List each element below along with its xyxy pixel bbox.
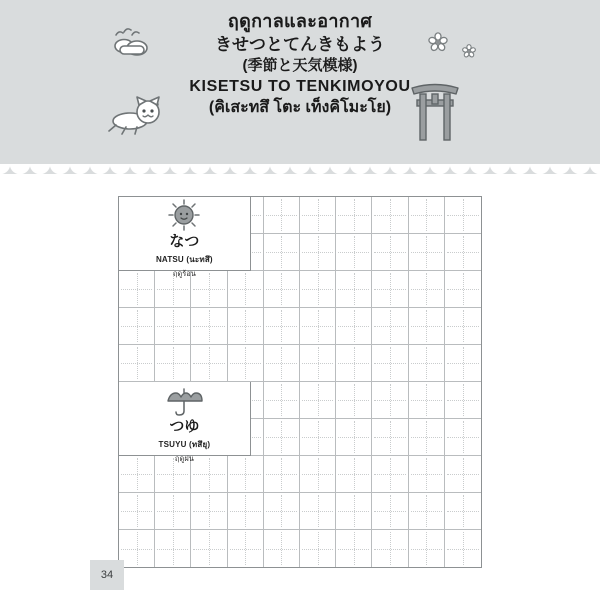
grid-cell[interactable] (300, 419, 336, 456)
grid-cell[interactable] (300, 197, 336, 234)
grid-cell[interactable] (300, 345, 336, 382)
grid-cell[interactable] (300, 382, 336, 419)
grid-cell[interactable] (445, 345, 481, 382)
grid-cell[interactable] (336, 530, 372, 567)
grid-cell[interactable] (300, 493, 336, 530)
grid-cell[interactable] (445, 271, 481, 308)
grid-cell[interactable] (264, 493, 300, 530)
grid-cell[interactable] (264, 234, 300, 271)
grid-cell[interactable] (119, 493, 155, 530)
grid-cell[interactable] (119, 530, 155, 567)
grid-cell[interactable] (119, 308, 155, 345)
grid-cell[interactable] (264, 382, 300, 419)
grid-cell[interactable] (228, 308, 264, 345)
grid-cell[interactable] (372, 271, 408, 308)
grid-cell[interactable] (155, 308, 191, 345)
grid-cell[interactable] (372, 530, 408, 567)
grid-cell[interactable] (409, 197, 445, 234)
grid-cell[interactable] (445, 456, 481, 493)
grid-cell[interactable] (409, 234, 445, 271)
grid-cell[interactable] (300, 530, 336, 567)
page-number: 34 (90, 560, 124, 590)
grid-cell[interactable] (300, 456, 336, 493)
grid-cell[interactable] (372, 345, 408, 382)
grid-cell[interactable] (336, 493, 372, 530)
grid-cell[interactable] (119, 345, 155, 382)
grid-cell[interactable] (300, 271, 336, 308)
grid-cell[interactable] (409, 308, 445, 345)
grid-cell[interactable] (155, 345, 191, 382)
grid-cell[interactable] (300, 308, 336, 345)
grid-cell[interactable] (264, 271, 300, 308)
grid-cell[interactable] (372, 382, 408, 419)
grid-cell[interactable] (372, 234, 408, 271)
vocab-thai: ฤดูฝน (174, 453, 194, 463)
umbrella-icon (119, 384, 250, 418)
header-band (0, 0, 600, 178)
grid-cell[interactable] (336, 456, 372, 493)
grid-cell[interactable] (445, 382, 481, 419)
grid-cell[interactable] (372, 456, 408, 493)
grid-cell[interactable] (155, 493, 191, 530)
grid-cell[interactable] (445, 197, 481, 234)
vocab-entry-tsuyu (119, 382, 251, 463)
grid-cell[interactable] (409, 382, 445, 419)
grid-cell[interactable] (336, 308, 372, 345)
grid-cell[interactable] (372, 419, 408, 456)
grid-cell[interactable] (300, 234, 336, 271)
grid-cell[interactable] (409, 493, 445, 530)
grid-cell[interactable] (264, 308, 300, 345)
vocab-romaji: TSUYU (ทสึยุ) (158, 439, 211, 449)
grid-cell[interactable] (409, 271, 445, 308)
title-thai-reading: (คิเสะทสึ โตะ เท็งคิโมะโย) (208, 99, 392, 117)
grid-cell[interactable] (336, 234, 372, 271)
title-kanji: (季節と天気模様) (242, 57, 358, 75)
grid-cell[interactable] (409, 530, 445, 567)
grid-cell[interactable] (191, 308, 227, 345)
grid-cell[interactable] (445, 493, 481, 530)
vocab-romaji: NATSU (นะทสึ) (155, 254, 213, 264)
vocab-entry-natsu (119, 197, 251, 278)
grid-cell[interactable] (264, 345, 300, 382)
grid-cell[interactable] (445, 234, 481, 271)
grid-cell[interactable] (336, 271, 372, 308)
grid-cell[interactable] (409, 419, 445, 456)
grid-cell[interactable] (372, 197, 408, 234)
title-romaji: KISETSU TO TENKIMOYOU (189, 77, 411, 95)
grid-cell[interactable] (191, 493, 227, 530)
grid-cell[interactable] (409, 345, 445, 382)
grid-cell[interactable] (336, 382, 372, 419)
grid-cell[interactable] (228, 345, 264, 382)
vocab-word: なつ (169, 233, 200, 250)
grid-cell[interactable] (264, 419, 300, 456)
grid-cell[interactable] (264, 530, 300, 567)
grid-cell[interactable] (372, 308, 408, 345)
writing-grid-sheet (118, 196, 482, 568)
grid-cell[interactable] (445, 530, 481, 567)
grid-cell[interactable] (336, 197, 372, 234)
grid-cell[interactable] (228, 530, 264, 567)
grid-cell[interactable] (191, 345, 227, 382)
grid-cell[interactable] (336, 345, 372, 382)
grid-cell[interactable] (445, 419, 481, 456)
vocab-word: つゆ (169, 418, 200, 435)
page-title (110, 10, 490, 118)
grid-cell[interactable] (336, 419, 372, 456)
title-hiragana: きせつとてんきもよう (215, 34, 385, 54)
grid-cell[interactable] (264, 456, 300, 493)
grid-cell[interactable] (228, 493, 264, 530)
grid-cell[interactable] (409, 456, 445, 493)
title-thai: ฤดูกาลและอากาศ (227, 11, 373, 31)
grid-cell[interactable] (445, 308, 481, 345)
grid-cell[interactable] (264, 197, 300, 234)
grid-cell[interactable] (191, 530, 227, 567)
wave-divider-fill (0, 174, 600, 178)
sun-icon (119, 199, 250, 233)
grid-cell[interactable] (155, 530, 191, 567)
vocab-thai: ฤดูร้อน (172, 268, 196, 278)
grid-cell[interactable] (372, 493, 408, 530)
